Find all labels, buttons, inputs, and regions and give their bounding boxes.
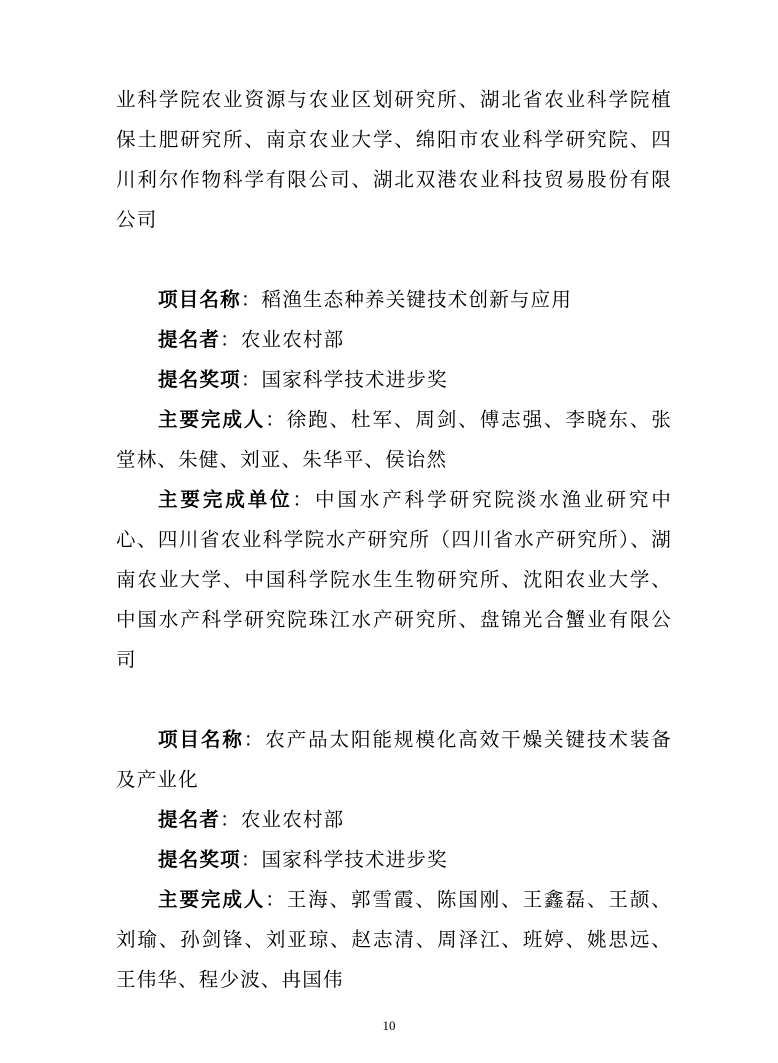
colon: ： — [240, 848, 262, 871]
project-name-label: 项目名称 — [158, 728, 244, 751]
award-line — [116, 840, 672, 880]
units-line — [116, 480, 672, 680]
nominator-value: 农业农村部 — [240, 328, 345, 351]
persons-line — [116, 880, 672, 1000]
colon: ： — [220, 808, 241, 831]
colon: ： — [265, 408, 287, 431]
colon: ： — [292, 488, 315, 511]
project-entry-2 — [116, 720, 672, 1000]
page-number: 10 — [382, 1018, 396, 1033]
section-spacer — [116, 680, 672, 720]
colon: ： — [220, 328, 241, 351]
award-label: 提名奖项 — [158, 848, 241, 871]
colon: ： — [240, 288, 262, 311]
nominator-value: 农业农村部 — [240, 808, 345, 831]
colon: ： — [265, 888, 287, 911]
nominator-label: 提名者 — [158, 808, 221, 831]
colon: ： — [243, 728, 266, 751]
nominator-label: 提名者 — [158, 328, 221, 351]
persons-value: 王海、郭雪霞、陈国刚、王鑫磊、王颉、刘瑜、孙剑锋、刘亚琼、赵志清、周泽江、班婷、姚思远、王伟华、程少波、冉国伟 — [116, 888, 672, 991]
award-label: 提名奖项 — [158, 368, 241, 391]
project-name-line — [116, 280, 672, 320]
nominator-line — [116, 320, 672, 360]
project-name-label: 项目名称 — [158, 288, 241, 311]
intro-paragraph: 业科学院农业资源与农业区划研究所、湖北省农业科学院植保土肥研究所、南京农业大学、绵阳市农业科学研究院、四川利尔作物科学有限公司、湖北双港农业科技贸易股份有限公司 — [116, 88, 672, 231]
persons-value: 徐跑、杜军、周剑、傅志强、李晓东、张堂林、朱健、刘亚、朱华平、侯诒然 — [116, 408, 672, 471]
project-name-value: 稻渔生态种养关键技术创新与应用 — [261, 288, 573, 311]
units-value: 中国水产科学研究院淡水渔业研究中心、四川省农业科学院水产研究所（四川省水产研究所）、湖南农业大学、中国科学院水生生物研究所、沈阳农业大学、中国水产科学研究院珠江水产研究所、盘锦光合蟹业有限公司 — [116, 488, 673, 671]
colon: ： — [240, 368, 262, 391]
nominator-line — [116, 800, 672, 840]
persons-label: 主要完成人 — [158, 408, 266, 431]
document-body — [116, 80, 672, 1000]
project-name-line — [116, 720, 672, 800]
units-label: 主要完成单位 — [158, 488, 293, 511]
award-line — [116, 360, 672, 400]
project-name-value: 农产品太阳能规模化高效干燥关键技术装备及产业化 — [116, 728, 672, 791]
section-spacer — [116, 240, 672, 280]
project-entry-1 — [116, 280, 672, 680]
persons-line — [116, 400, 672, 480]
award-value: 国家科学技术进步奖 — [261, 848, 448, 871]
persons-label: 主要完成人 — [158, 888, 266, 911]
award-value: 国家科学技术进步奖 — [261, 368, 448, 391]
